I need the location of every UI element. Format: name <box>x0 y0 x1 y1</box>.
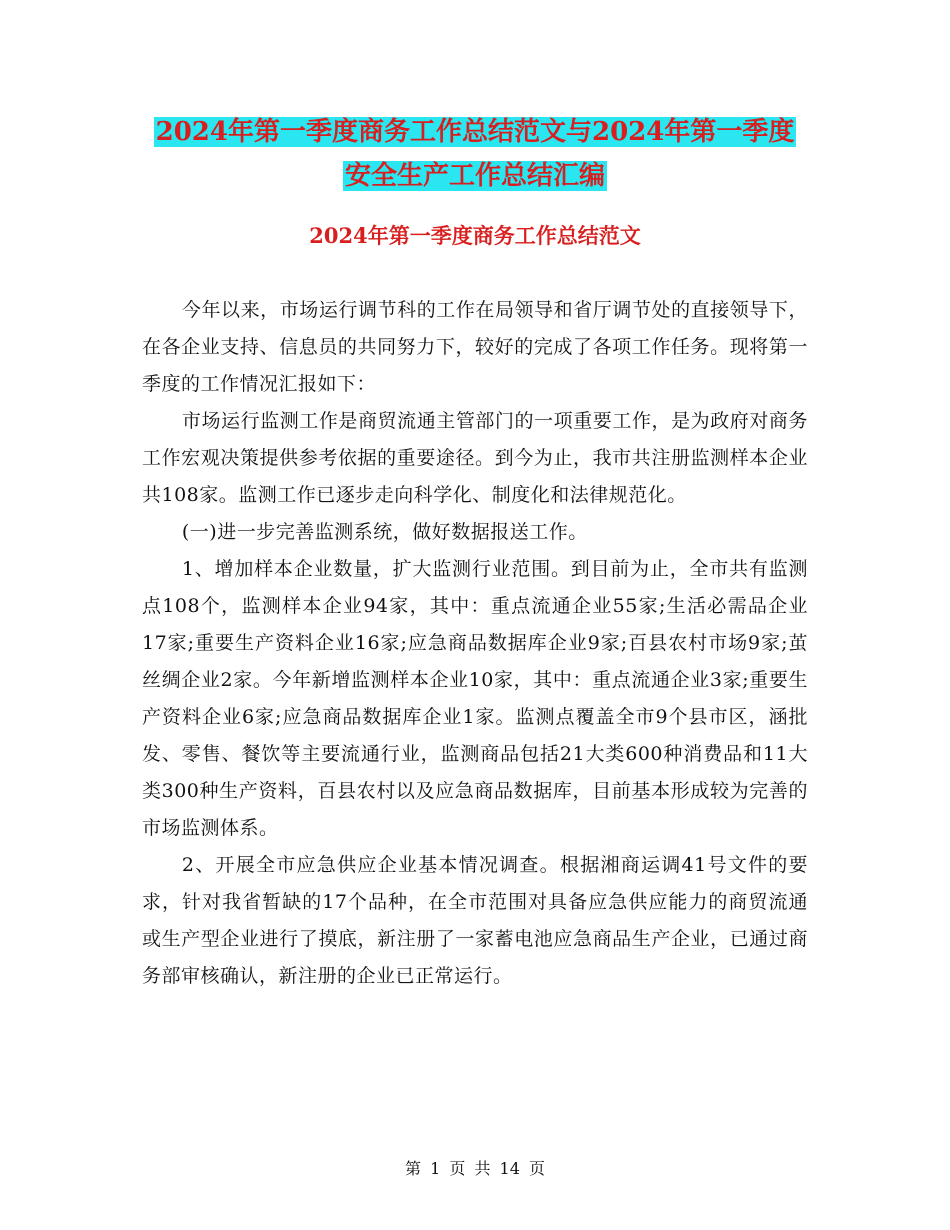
paragraph-monitoring-overview: 市场运行监测工作是商贸流通主管部门的一项重要工作，是为政府对商务工作宏观决策提供参考依据的重要途径。到今为止，我市共注册监测样本企业共108家。监测工作已逐步走向科学化、制度化和法律规范化。 <box>142 410 808 506</box>
paragraph-intro: 今年以来，市场运行调节科的工作在局领导和省厅调节处的直接领导下，在各企业支持、信息员的共同努力下，较好的完成了各项工作任务。现将第一季度的工作情况汇报如下： <box>142 299 808 395</box>
document-title-line-1 <box>0 110 950 154</box>
paragraph-subheading-1: (一)进一步完善监测系统，做好数据报送工作。 <box>181 521 588 543</box>
section-heading: 2024年第一季度商务工作总结范文 <box>309 223 641 248</box>
paragraph-item-2: 2、开展全市应急供应企业基本情况调查。根据湘商运调41号文件的要求，针对我省暂缺的17个品种，在全市范围对具备应急供应能力的商贸流通或生产型企业进行了摸底，新注册了一家蓄电池应急商品生产企业，已通过商务部审核确认，新注册的企业已正常运行。 <box>142 854 808 987</box>
document-title-line-2 <box>0 154 950 198</box>
page-footer: 第 1 页 共 14 页 <box>405 1159 545 1178</box>
document-title-line-2-text: 安全生产工作总结汇编 <box>344 161 605 191</box>
paragraph-item-1: 1、增加样本企业数量，扩大监测行业范围。到目前为止，全市共有监测点108个，监测样本企业94家，其中：重点流通企业55家;生活必需品企业17家;重要生产资料企业16家;应急商品数据库企业9家;百县农村市场9家;茧丝绸企业2家。今年新增监测样本企业10家，其中：重点流通企业3家;重要生产资料企业6家;应急商品数据库企业1家。监测点覆盖全市9个县市区，涵批发、零售、餐饮等主要流通行业，监测商品包括21大类600种消费品和11大类300种生产资料，百县农村以及应急商品数据库，目前基本形成较为完善的市场监测体系。 <box>142 558 808 839</box>
document-title-line-1-text: 2024年第一季度商务工作总结范文与2024年第一季度 <box>155 117 795 147</box>
document-body <box>142 292 808 995</box>
